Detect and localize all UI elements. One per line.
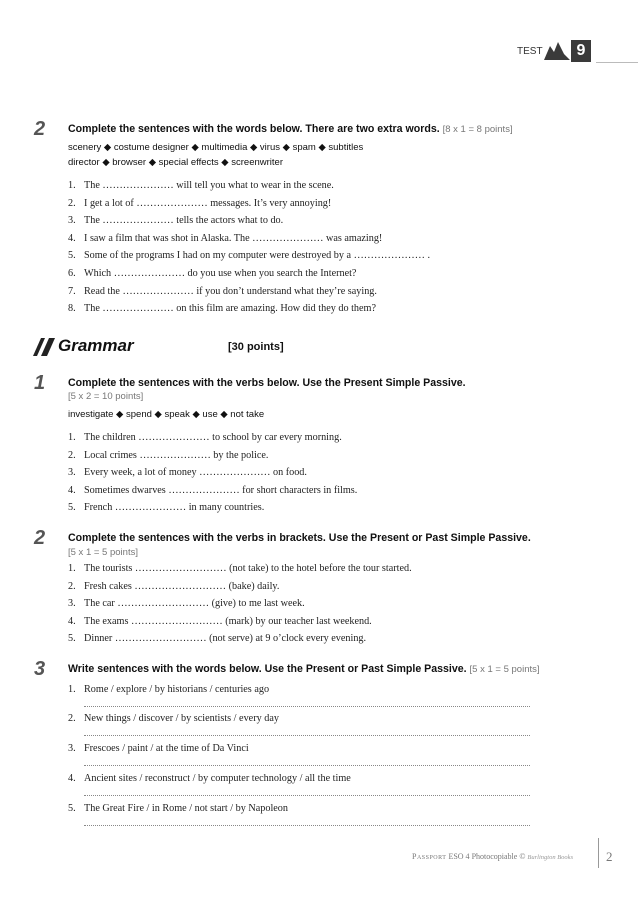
sentence-list: [68, 177, 430, 318]
exercise-points: [8 x 1 = 8 points]: [442, 124, 513, 135]
footer-divider: [598, 838, 599, 868]
test-header: [0, 38, 638, 64]
grammar-section-icon: [33, 338, 55, 356]
list-item: 2. New things / discover / by scientists / every day: [68, 713, 279, 724]
list-item: 5. The Great Fire / in Rome / not start / by Napoleon: [68, 803, 288, 814]
footer-level: ESO 4: [448, 852, 470, 861]
footer-publisher: Burlington Books: [527, 854, 574, 861]
exercise-number: 2: [34, 527, 46, 549]
answer-line[interactable]: [84, 825, 530, 826]
list-item: 5. French ………………… in many countries.: [68, 502, 265, 514]
list-item: 1. The ………………… will tell you what to wear in the scene.: [68, 180, 334, 191]
footer-book-title: Passport: [412, 852, 447, 861]
list-item: 3. Frescoes / paint / at the time of Da Vinci: [68, 743, 249, 754]
exercise-instruction: Complete the sentences with the words below. There are two extra words.: [68, 123, 440, 135]
page-footer: [412, 852, 573, 861]
exercise-number: 2: [34, 118, 46, 140]
test-number-badge: 9: [571, 40, 591, 62]
word-box-line-1: scenery ◆ costume designer ◆ multimedia ◆ virus ◆ spam ◆ subtitles: [68, 142, 364, 153]
test-label: TEST: [517, 46, 543, 57]
exercise-points: [5 x 2 = 10 points]: [68, 391, 144, 402]
page-number: 2: [606, 849, 613, 864]
list-item: 4. I saw a film that was shot in Alaska. The ………………… was amazing!: [68, 232, 383, 244]
copyright-symbol: ©: [519, 852, 526, 861]
section-heading-grammar: Grammar: [58, 336, 134, 355]
exercise-number: 1: [34, 372, 46, 394]
list-item: 4. Sometimes dwarves ………………… for short characters in films.: [68, 484, 358, 496]
footer-photocopiable: Photocopiable: [471, 852, 518, 861]
list-item: 2. I get a lot of ………………… messages. It’s very annoying!: [68, 197, 332, 209]
answer-line[interactable]: [84, 795, 530, 796]
answer-line[interactable]: [84, 706, 530, 707]
list-item: 2. Local crimes ………………… by the police.: [68, 449, 269, 461]
list-item: 4. Ancient sites / reconstruct / by computer technology / all the time: [68, 773, 351, 784]
exercise-title: [68, 123, 513, 135]
list-item: 5. Some of the programs I had on my computer were destroyed by a ………………… .: [68, 250, 431, 262]
list-item: 5. Dinner ……………………… (not serve) at 9 o’clock every evening.: [68, 633, 367, 645]
list-item: 4. The exams ……………………… (mark) by our teacher last weekend.: [68, 615, 372, 627]
list-item: 6. Which ………………… do you use when you search the Internet?: [68, 267, 357, 279]
list-item: 2. Fresh cakes ……………………… (bake) daily.: [68, 580, 280, 592]
header-rule: [596, 62, 638, 63]
mountain-logo-icon: [544, 40, 570, 62]
list-item: 3. The car ……………………… (give) to me last week.: [68, 598, 305, 610]
word-box-line-2: director ◆ browser ◆ special effects ◆ screenwriter: [68, 157, 283, 168]
list-item: 3. The ………………… tells the actors what to do.: [68, 215, 284, 227]
exercise-number: 3: [34, 658, 46, 680]
exercise-points: [5 x 1 = 5 points]: [68, 547, 138, 558]
answer-line[interactable]: [84, 735, 530, 736]
exercise-points: [5 x 1 = 5 points]: [469, 664, 540, 675]
sentence-list: [68, 429, 357, 517]
exercise-instruction: Write sentences with the words below. Use the Present or Past Simple Passive.: [68, 663, 467, 675]
list-item: 7. Read the ………………… if you don’t understand what they’re saying.: [68, 285, 377, 297]
list-item: 1. The tourists ……………………… (not take) to the hotel before the tour started.: [68, 563, 412, 574]
section-points: [30 points]: [228, 341, 284, 353]
list-item: 1. The children ………………… to school by car every morning.: [68, 432, 342, 443]
answer-line[interactable]: [84, 765, 530, 766]
sentence-list: [68, 560, 412, 648]
word-box: investigate ◆ spend ◆ speak ◆ use ◆ not take: [68, 409, 265, 420]
exercise-instruction: Complete the sentences with the verbs below. Use the Present Simple Passive.: [68, 377, 466, 389]
list-item: 3. Every week, a lot of money ………………… on food.: [68, 467, 307, 479]
list-item: 1. Rome / explore / by historians / centuries ago: [68, 684, 270, 695]
exercise-title: [68, 663, 540, 675]
exercise-instruction: Complete the sentences with the verbs in brackets. Use the Present or Past Simple Passive.: [68, 532, 531, 544]
list-item: 8. The ………………… on this film are amazing. How did they do them?: [68, 303, 376, 315]
